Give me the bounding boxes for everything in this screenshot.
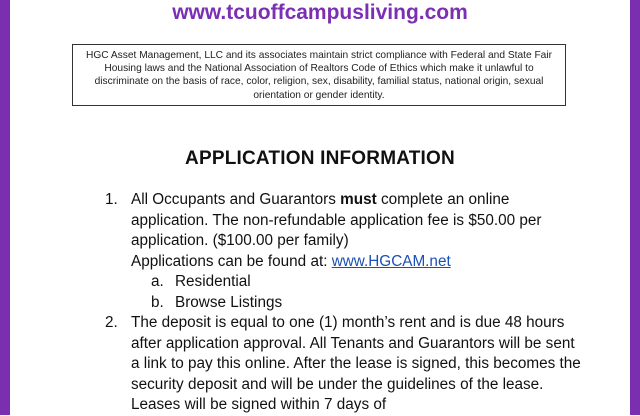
right-border-strip (630, 0, 640, 415)
list-item-number: 2. (105, 314, 118, 331)
document-page (10, 0, 630, 415)
page-title: APPLICATION INFORMATION (185, 148, 455, 169)
fair-housing-notice (72, 44, 566, 106)
sub-list-item: a. Residential (151, 273, 251, 290)
list-item-text: The deposit is equal to one (1) month’s rent and is due 48 hours after application approval. All Tenants and Guarantors will be sent a link to pay this online. After the lease is signed, this becomes the security deposit and will be under the guidelines of the lease. Leases will be signed within 7 days of (131, 314, 581, 413)
sub-list-item: b. Browse Listings (151, 293, 283, 311)
emphasis-text: must (340, 191, 377, 208)
fair-housing-notice-text: HGC Asset Management, LLC and its associates maintain strict compliance with Federal and State Fair Housing laws and the National Association of Realtors Code of Ethics which make it unlawful to discriminate on the basis of race, color, religion, sex, disability, familial status, national origin, sexual orientation or gender identity. (85, 50, 552, 101)
application-info-list (105, 190, 585, 416)
hgcam-link[interactable]: www.HGCAM.net (331, 252, 451, 270)
website-url[interactable]: www.tcuoffcampusliving.com (172, 1, 468, 24)
list-item (105, 313, 585, 416)
left-border-strip (0, 0, 10, 415)
list-item (105, 190, 585, 313)
list-item-text: All Occupants and Guarantors must complete an online application. The non-refundable application fee is $50.00 per application. ($100.00 per family) (131, 191, 542, 249)
application-link-line: Applications can be found at: www.HGCAM.net (131, 252, 451, 270)
list-item-number: 1. (105, 191, 118, 208)
